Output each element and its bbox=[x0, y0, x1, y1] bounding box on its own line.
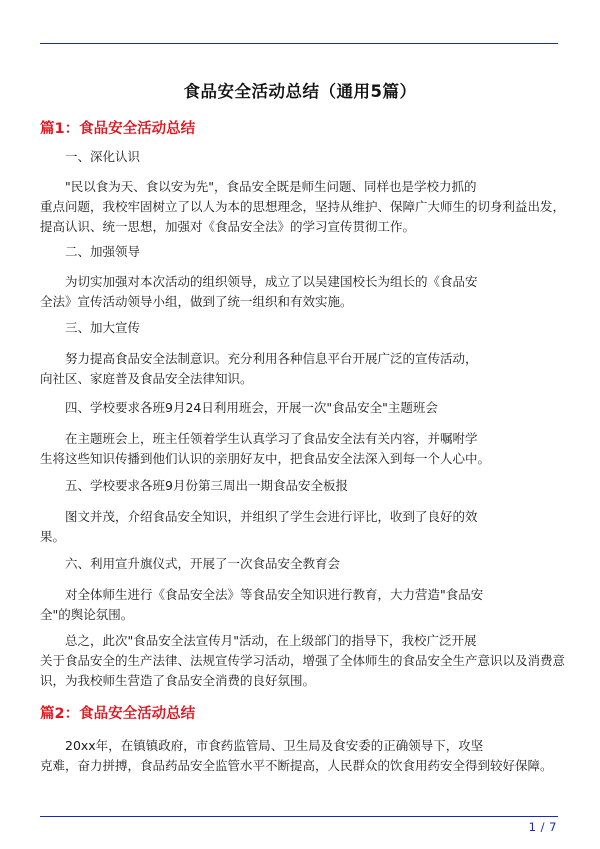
paragraph-line: 为切实加强对本次活动的组织领导，成立了以吴建国校长为组长的《食品安 bbox=[65, 274, 478, 289]
paragraph-summary bbox=[40, 631, 566, 691]
subheading-leadership bbox=[40, 242, 562, 262]
subheading-deepen-understanding bbox=[40, 147, 562, 167]
paragraph-line: 20xx年，在镇镇政府，市食药监管局、卫生局及食安委的正确领导下，攻坚 bbox=[65, 738, 484, 753]
paragraph-line: 努力提高食品安全法制意识。充分利用各种信息平台开展广泛的宣传活动， bbox=[65, 351, 478, 366]
subheading-text: 六、利用宣升旗仪式，开展了一次食品安全教育会 bbox=[65, 556, 341, 571]
paragraph-blackboard bbox=[40, 507, 562, 547]
paragraph-line: 全法》宣传活动领导小组，做到了统一组织和有效实施。 bbox=[40, 294, 353, 309]
paragraph-line: 果。 bbox=[40, 529, 66, 544]
paragraph-publicity bbox=[40, 349, 562, 389]
paragraph-line: 总之，此次"食品安全法宣传月"活动，在上级部门的指导下，我校广泛开展 bbox=[65, 633, 477, 648]
subheading-text: 五、学校要求各班9月份第三周出一期食品安全板报 bbox=[65, 478, 348, 493]
subheading-text: 三、加大宣传 bbox=[65, 320, 141, 335]
header-rule bbox=[40, 43, 558, 44]
paragraph-flag-ceremony bbox=[40, 585, 562, 625]
footer-rule bbox=[40, 816, 558, 817]
paragraph-line: 生将这些知识传播到他们认识的亲朋好友中，把食品安全法深入到每一个人心中。 bbox=[40, 451, 491, 466]
paragraph-line: 图文并茂，介绍食品安全知识，并组织了学生会进行评比，收到了良好的效 bbox=[65, 509, 478, 524]
subheading-text: 四、学校要求各班9月24日利用班会，开展一次"食品安全"主题班会 bbox=[65, 400, 438, 415]
paragraph-leadership bbox=[40, 272, 562, 312]
paragraph-section2-intro bbox=[40, 736, 562, 776]
subheading-blackboard bbox=[40, 476, 562, 496]
paragraph-line: "民以食为天、食以安为先"，食品安全既是师生问题、同样也是学校力抓的 bbox=[65, 179, 477, 194]
paragraph-line: 全"的舆论氛围。 bbox=[40, 607, 134, 622]
paragraph-line: 识，为我校师生营造了食品安全消费的良好氛围。 bbox=[40, 673, 316, 688]
subheading-text: 一、深化认识 bbox=[65, 149, 141, 164]
page-indicator: 1 / 7 bbox=[528, 820, 557, 834]
paragraph-line: 克难，奋力拼搏，食品药品安全监管水平不断提高，人民群众的饮食用药安全得到较好保障。 bbox=[40, 758, 553, 773]
paragraph-line: 在主题班会上，班主任领着学生认真学习了食品安全法有关内容，并嘱咐学 bbox=[65, 431, 478, 446]
paragraph-understanding bbox=[40, 177, 566, 237]
section-heading-1: 篇1：食品安全活动总结 bbox=[40, 121, 196, 137]
subheading-class-meeting bbox=[40, 398, 562, 418]
subheading-text: 二、加强领导 bbox=[65, 244, 141, 259]
paragraph-line: 对全体师生进行《食品安全法》等食品安全知识进行教育，大力营造"食品安 bbox=[65, 587, 484, 602]
paragraph-line: 提高认识、统一思想，加强对《食品安全法》的学习宣传贯彻工作。 bbox=[40, 219, 416, 234]
paragraph-line: 重点问题，我校牢固树立了以人为本的思想理念，坚持从维护、保障广大师生的切身利益出发， bbox=[40, 199, 566, 214]
document-title: 食品安全活动总结（通用5篇） bbox=[183, 82, 417, 101]
paragraph-line: 关于食品安全的生产法律、法规宣传学习活动，增强了全体师生的食品安全生产意识以及消费意 bbox=[40, 653, 566, 668]
subheading-flag-ceremony bbox=[40, 554, 562, 574]
section-heading-2: 篇2：食品安全活动总结 bbox=[40, 706, 196, 722]
paragraph-line: 向社区、家庭普及食品安全法律知识。 bbox=[40, 371, 253, 386]
subheading-publicity bbox=[40, 318, 562, 338]
paragraph-class-meeting bbox=[40, 429, 562, 469]
